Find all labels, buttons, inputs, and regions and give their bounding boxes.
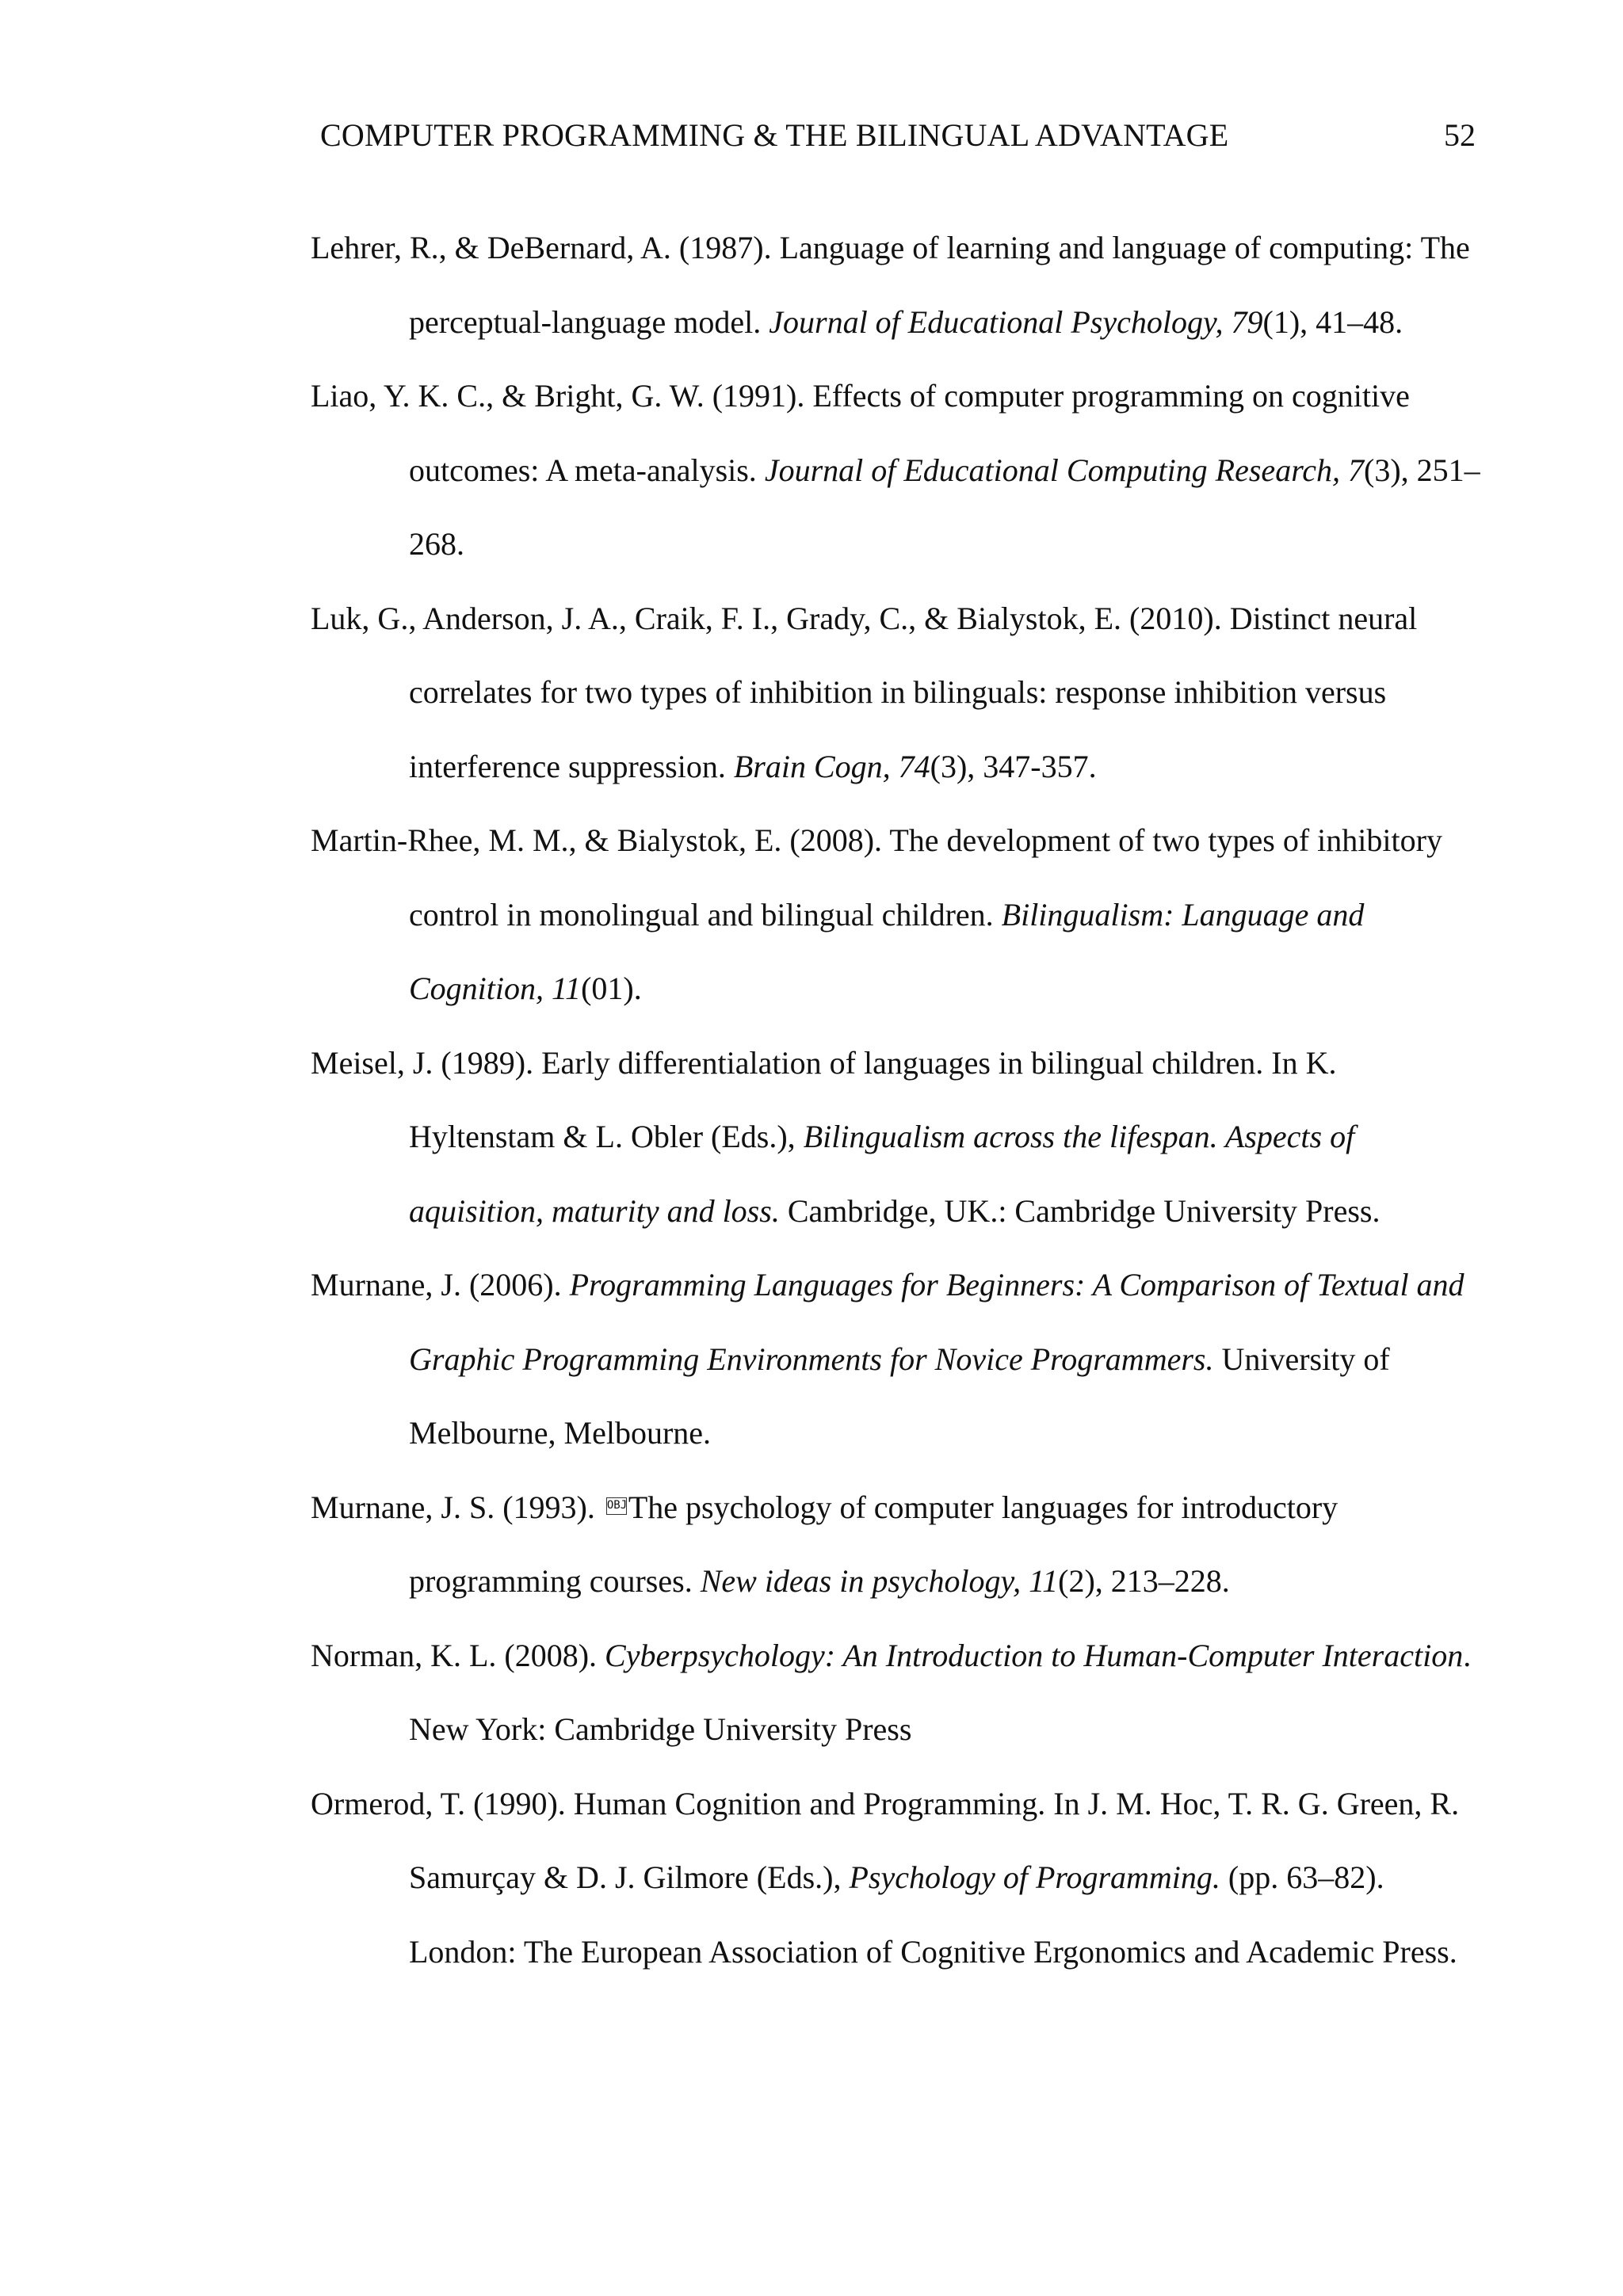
page-number: 52	[1444, 117, 1476, 153]
reference-source: Programming Languages for Beginners: A Comparison of Textual and Graphic Programming Environments for Novice Programmers.	[409, 1267, 1465, 1377]
reference-text: Martin-Rhee, M. M., & Bialystok, E. (2008). The development of two types of inhibitory control in monolingual and bilingual children.	[311, 822, 1442, 933]
running-head: COMPUTER PROGRAMMING & THE BILINGUAL ADVANTAGE	[320, 117, 1229, 153]
reference-entry-lehrer	[311, 211, 1484, 359]
reference-source: Brain Cogn, 74	[733, 748, 930, 784]
reference-entry-liao	[311, 359, 1484, 582]
reference-source: Journal of Educational Psychology, 79	[769, 303, 1263, 340]
reference-details: (1), 41–48.	[1262, 303, 1403, 340]
reference-entry-norman	[311, 1619, 1484, 1767]
reference-source: New ideas in psychology, 11	[700, 1563, 1059, 1599]
reference-details: (3), 251–268.	[409, 452, 1480, 562]
reference-text: Murnane, J. (2006).	[311, 1267, 570, 1302]
object-placeholder-icon: OBJ	[606, 1497, 627, 1515]
reference-text-continued: The psychology of computer languages for introductory programming courses.	[409, 1489, 1338, 1599]
reference-text: Luk, G., Anderson, J. A., Craik, F. I., Grady, C., & Bialystok, E. (2010). Distinct neural correlates for two types of inhibition in bilinguals: response inhibition versus interference suppression.	[311, 600, 1418, 784]
reference-details: (01).	[581, 971, 642, 1006]
reference-entry-murnane-1993	[311, 1470, 1484, 1619]
reference-details: . New York: Cambridge University Press	[409, 1637, 1472, 1747]
reference-text: Lehrer, R., & DeBernard, A. (1987). Language of learning and language of computing: The perceptual-language model.	[311, 230, 1470, 340]
reference-details: University of Melbourne, Melbourne.	[409, 1341, 1390, 1451]
reference-entry-meisel	[311, 1026, 1484, 1249]
reference-source: Journal of Educational Computing Research, 7	[764, 452, 1365, 488]
reference-source: Bilingualism: Language and Cognition, 11	[409, 896, 1365, 1006]
reference-details: (3), 347-357.	[930, 748, 1097, 784]
reference-source: Cyberpsychology: An Introduction to Human-Computer Interaction	[605, 1637, 1464, 1673]
reference-details: (2), 213–228.	[1058, 1563, 1230, 1599]
reference-entry-luk	[311, 582, 1484, 804]
reference-entry-ormerod	[311, 1767, 1484, 1989]
reference-text: Meisel, J. (1989). Early differentialation of languages in bilingual children. In K. Hyltenstam & L. Obler (Eds.),	[311, 1044, 1337, 1154]
reference-text: Ormerod, T. (1990). Human Cognition and Programming. In J. M. Hoc, T. R. G. Green, R. Samurçay & D. J. Gilmore (Eds.),	[311, 1785, 1460, 1895]
reference-list	[311, 211, 1484, 1989]
reference-text: Murnane, J. S. (1993).	[311, 1489, 603, 1525]
reference-entry-murnane-2006	[311, 1248, 1484, 1470]
reference-details: (pp. 63–82). London: The European Association of Cognitive Ergonomics and Academic Press.	[409, 1859, 1457, 1970]
reference-entry-martin-rhee	[311, 803, 1484, 1026]
reference-source: Bilingualism across the lifespan. Aspects of aquisition, maturity and loss.	[409, 1119, 1355, 1229]
reference-details: Cambridge, UK.: Cambridge University Press.	[779, 1192, 1381, 1229]
reference-text: Liao, Y. K. C., & Bright, G. W. (1991). Effects of computer programming on cognitive outcomes: A meta-analysis.	[311, 378, 1410, 488]
reference-text: Norman, K. L. (2008).	[311, 1637, 605, 1673]
reference-source: Psychology of Programming.	[849, 1859, 1220, 1895]
